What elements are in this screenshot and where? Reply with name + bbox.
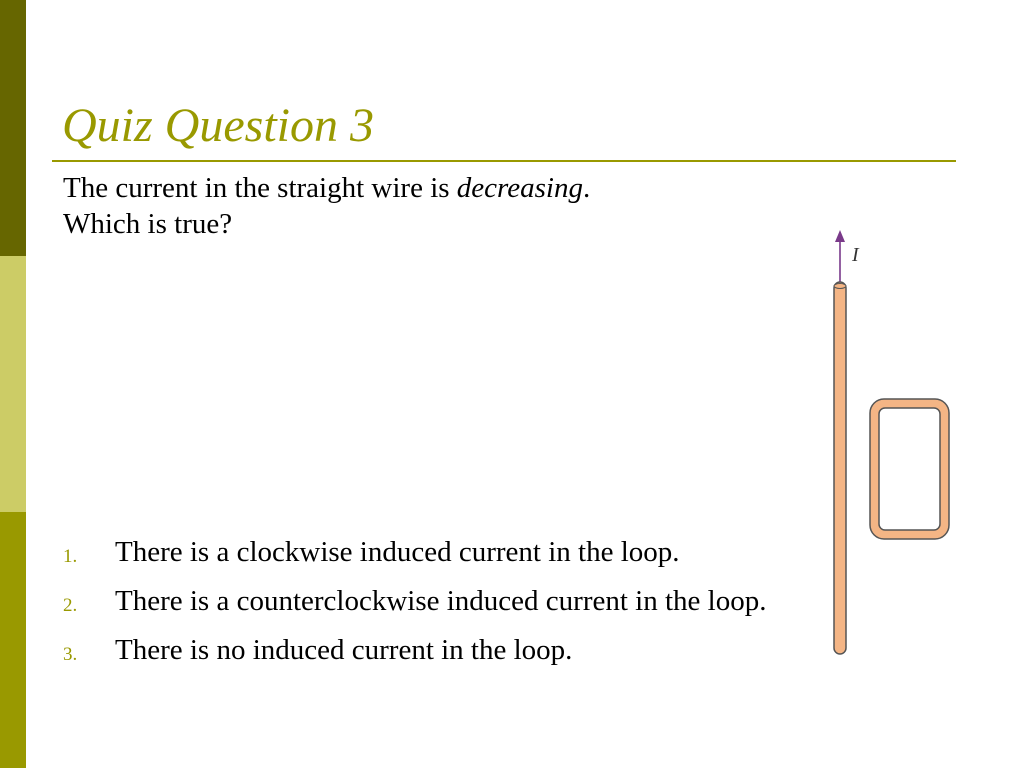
question-text [63, 170, 803, 242]
current-label: I [852, 244, 859, 266]
answer-number-2: 2. [63, 595, 78, 616]
wire-loop-figure [800, 220, 970, 670]
answer-option-3 [63, 632, 803, 669]
answer-list [63, 534, 803, 669]
answer-option-2 [63, 583, 803, 620]
question-line2: Which is true? [63, 208, 233, 240]
answer-text-1: There is a clockwise induced current in the loop. [115, 536, 680, 568]
question-part2: . [582, 172, 591, 204]
answer-number-3: 3. [63, 644, 78, 665]
answer-option-1 [63, 534, 803, 571]
sidebar-band-top [0, 0, 26, 256]
wire-top-end [834, 284, 846, 289]
straight-wire [834, 282, 846, 654]
answer-number-1: 1. [63, 546, 78, 567]
title-divider [52, 160, 956, 162]
answer-text-2: There is a counterclockwise induced current in the loop. [115, 585, 767, 617]
answer-text-3: There is no induced current in the loop. [115, 634, 573, 666]
current-arrow-head [835, 230, 845, 242]
sidebar-band-bottom [0, 512, 26, 768]
slide-title: Quiz Question 3 [62, 99, 374, 152]
wire-loop-diagram [800, 220, 970, 670]
conducting-loop-inner [879, 408, 940, 530]
question-part1: The current in the straight wire is [63, 172, 457, 204]
sidebar-band-middle [0, 256, 26, 512]
sidebar-decoration [0, 0, 26, 768]
question-emphasis: decreasing [456, 172, 583, 204]
